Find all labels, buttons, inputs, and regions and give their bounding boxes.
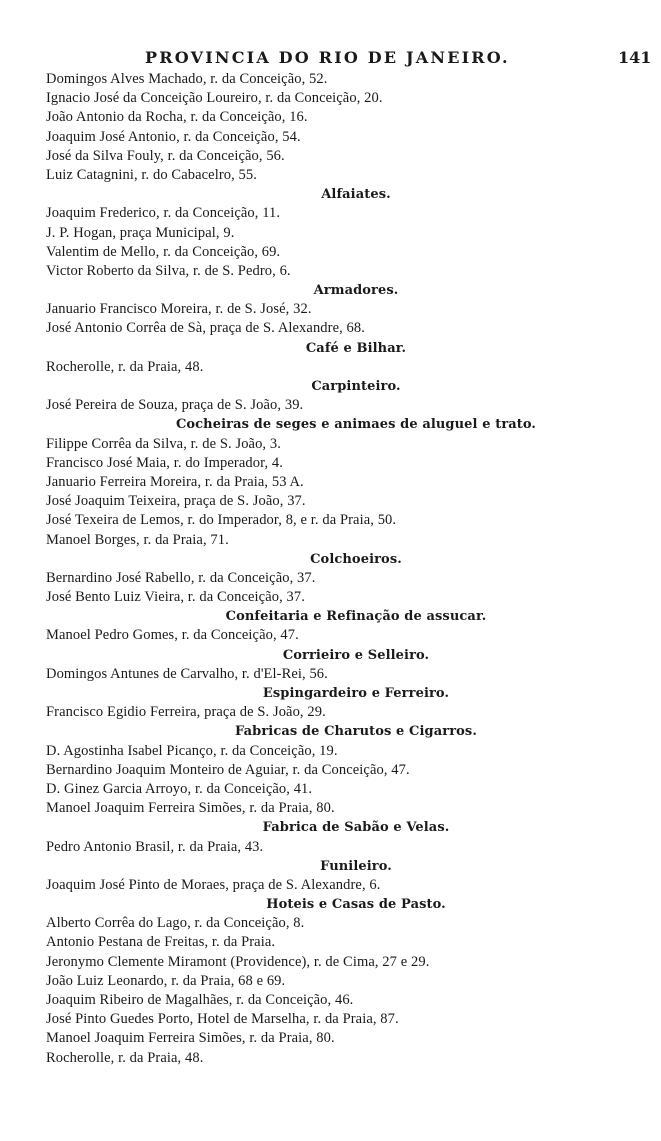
section-heading: Fabricas de Charutos e Cigarros. bbox=[235, 724, 477, 740]
directory-entry: José Texeira de Lemos, r. do Imperador, 8, e r. da Praia, 50. bbox=[46, 512, 397, 529]
directory-entry: Bernardino José Rabello, r. da Conceição, 37. bbox=[46, 569, 316, 586]
directory-listing bbox=[46, 70, 646, 1068]
directory-entry: Pedro Antonio Brasil, r. da Praia, 43. bbox=[46, 838, 264, 855]
section-heading: Alfaiates. bbox=[321, 187, 391, 203]
section-heading: Colchoeiros. bbox=[310, 551, 402, 567]
directory-entry: Januario Ferreira Moreira, r. da Praia, 53 A. bbox=[46, 473, 304, 490]
directory-entry: Joaquim José Antonio, r. da Conceição, 54. bbox=[46, 128, 301, 145]
page-title: PROVINCIA DO RIO DE JANEIRO. bbox=[145, 48, 510, 67]
directory-entry: Rocherolle, r. da Praia, 48. bbox=[46, 1049, 204, 1066]
section-heading: Espingardeiro e Ferreiro. bbox=[262, 686, 450, 701]
directory-entry: Luiz Catagnini, r. do Cabacelro, 55. bbox=[46, 166, 257, 183]
directory-entry: José da Silva Fouly, r. da Conceição, 56. bbox=[46, 147, 285, 164]
section-heading: Hoteis e Casas de Pasto. bbox=[266, 897, 446, 913]
directory-entry: D. Agostinha Isabel Picanço, r. da Conceição, 19. bbox=[46, 742, 338, 759]
directory-entry: Joaquim Ribeiro de Magalhães, r. da Conceição, 46. bbox=[46, 992, 354, 1008]
directory-entry: D. Ginez Garcia Arroyo, r. da Conceição, 41. bbox=[46, 780, 313, 797]
directory-entry: José Antonio Corrêa de Sà, praça de S. Alexandre, 68. bbox=[46, 320, 365, 337]
section-heading: Café e Bilhar. bbox=[305, 340, 407, 356]
directory-entry: Valentim de Mello, r. da Conceição, 69. bbox=[46, 243, 281, 260]
directory-entry: Manoel Joaquim Ferreira Simões, r. da Praia, 80. bbox=[46, 1030, 335, 1047]
directory-entry: Domingos Antunes de Carvalho, r. d'El-Rei, 56. bbox=[46, 665, 328, 682]
directory-entry: Manoel Pedro Gomes, r. da Conceição, 47. bbox=[46, 627, 299, 644]
section-heading: Corrieiro e Selleiro. bbox=[282, 647, 430, 663]
directory-entry: José Joaquim Teixeira, praça de S. João, 37. bbox=[46, 493, 306, 510]
directory-entry: Joaquim Frederico, r. da Conceição, 11. bbox=[46, 205, 281, 222]
directory-entry: Manoel Joaquim Ferreira Simões, r. da Praia, 80. bbox=[46, 800, 335, 817]
directory-entry: Domingos Alves Machado, r. da Conceição, 52. bbox=[46, 71, 328, 87]
section-heading: Cocheiras de seges e animaes de aluguel e trato. bbox=[175, 417, 537, 433]
directory-entry: João Luiz Leonardo, r. da Praia, 68 e 69. bbox=[46, 972, 286, 989]
directory-entry: Jeronymo Clemente Miramont (Providence), r. de Cima, 27 e 29. bbox=[46, 953, 430, 970]
page-number: 141 bbox=[618, 48, 652, 67]
directory-entry: Francisco Egidio Ferreira, praça de S. João, 29. bbox=[46, 704, 326, 721]
directory-entry: Victor Roberto da Silva, r. de S. Pedro, 6. bbox=[46, 262, 291, 279]
directory-entry: Francisco José Maia, r. do Imperador, 4. bbox=[46, 454, 283, 471]
section-heading: Funileiro. bbox=[320, 858, 392, 874]
directory-entry: Joaquim José Pinto de Moraes, praça de S. Alexandre, 6. bbox=[46, 876, 381, 893]
directory-entry: José Bento Luiz Vieira, r. da Conceição, 37. bbox=[46, 589, 305, 606]
section-heading: Armadores. bbox=[313, 283, 399, 299]
page-header bbox=[0, 48, 661, 72]
directory-entry: Alberto Corrêa do Lago, r. da Conceição, 8. bbox=[46, 915, 305, 932]
directory-entry: Bernardino Joaquim Monteiro de Aguiar, r. da Conceição, 47. bbox=[46, 761, 410, 778]
section-heading: Carpinteiro. bbox=[311, 379, 401, 394]
directory-entry: Filippe Corrêa da Silva, r. de S. João, 3. bbox=[46, 435, 281, 452]
directory-entry: José Pinto Guedes Porto, Hotel de Marselha, r. da Praia, 87. bbox=[46, 1011, 399, 1028]
directory-entry: Rocherolle, r. da Praia, 48. bbox=[46, 358, 204, 375]
directory-entry: Januario Francisco Moreira, r. de S. José, 32. bbox=[46, 301, 312, 318]
directory-entry: Ignacio José da Conceição Loureiro, r. da Conceição, 20. bbox=[46, 90, 383, 107]
directory-entry: J. P. Hogan, praça Municipal, 9. bbox=[46, 224, 235, 241]
section-heading: Fabrica de Sabão e Velas. bbox=[262, 820, 450, 836]
directory-entry: Antonio Pestana de Freitas, r. da Praia. bbox=[46, 934, 276, 951]
directory-entry: José Pereira de Souza, praça de S. João, 39. bbox=[46, 397, 304, 414]
section-heading: Confeitaria e Refinação de assucar. bbox=[225, 609, 487, 625]
directory-entry: João Antonio da Rocha, r. da Conceição, 16. bbox=[46, 109, 308, 126]
directory-entry: Manoel Borges, r. da Praia, 71. bbox=[46, 531, 229, 548]
